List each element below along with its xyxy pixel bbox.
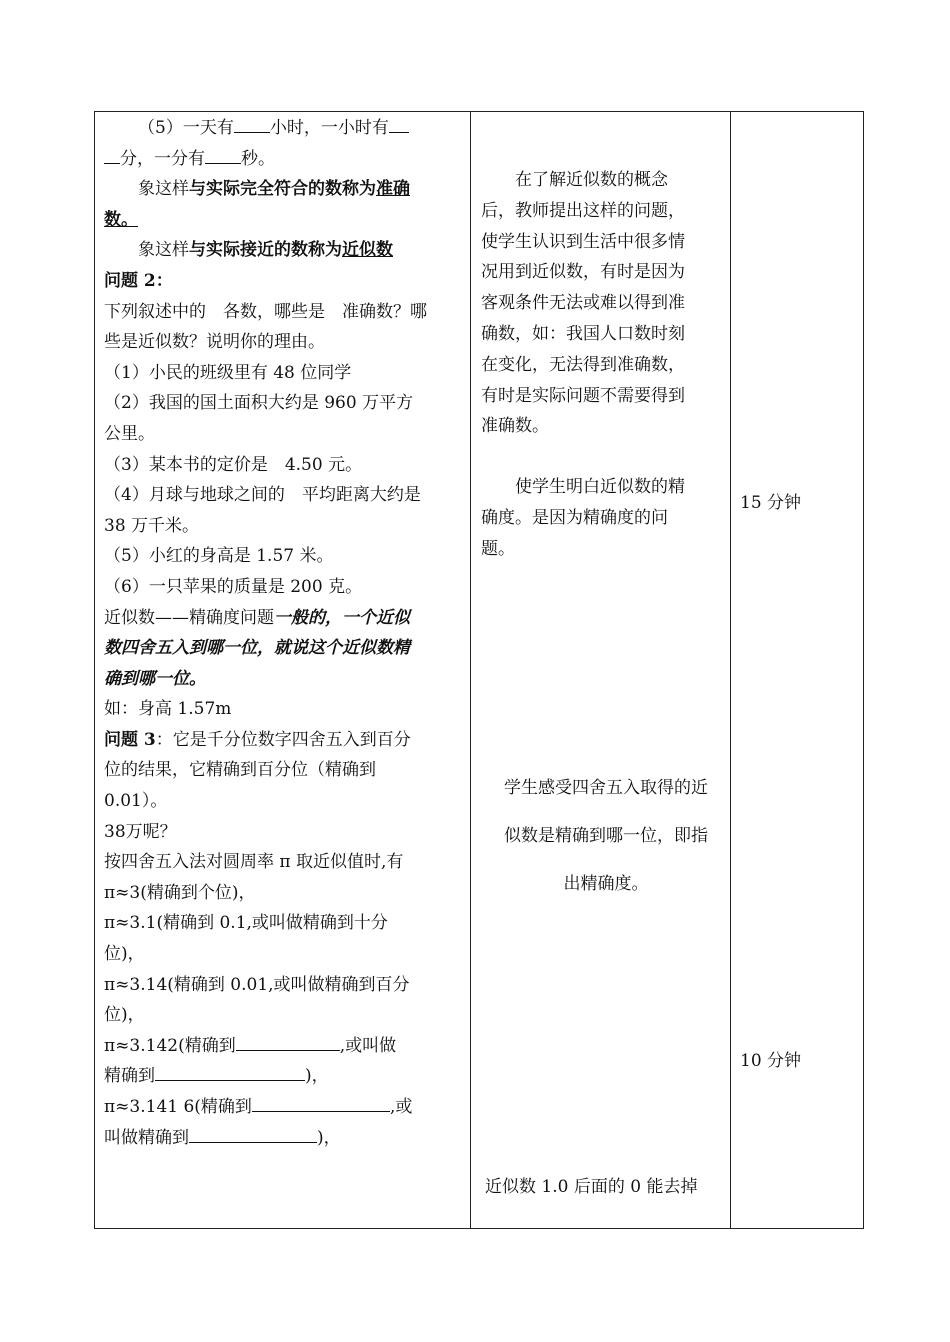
- notes-line: 似数是精确到哪一位，即指: [504, 826, 708, 846]
- notes-line: 客观条件无法或难以得到准: [481, 293, 685, 314]
- notes-line: 学生感受四舍五入取得的近: [504, 778, 708, 798]
- notes-line: 况用到近似数，有时是因为: [481, 262, 685, 283]
- notes-line: 使学生明白近似数的精: [515, 477, 685, 497]
- list-item: （4）月球与地球之间的 平均距离大约是: [104, 485, 421, 506]
- notes-line: 确数，如：我国人口数时刻: [481, 323, 685, 344]
- column-divider: [470, 112, 471, 1228]
- pi-approx-line: π≈3.141 6(精确到 ,或: [104, 1092, 464, 1123]
- text-line: 下列叙述中的 各数，哪些是 准确数？哪: [104, 301, 427, 322]
- pi-approx-line: 叫做精确到 )，: [104, 1123, 464, 1154]
- fill-blank: [104, 145, 120, 164]
- notes-paragraph-3: [475, 764, 737, 908]
- notes-line: 使学生认识到生活中很多情: [481, 231, 685, 252]
- question-3-line: 问题 3：它是千分位数字四舍五入到百分: [104, 729, 411, 750]
- notes-line: 准确数。: [481, 416, 549, 437]
- fill-blank: [236, 1032, 340, 1051]
- precision-definition-cont: 确到哪一位。: [104, 668, 206, 689]
- list-item: 公里。: [104, 423, 155, 444]
- list-item: （5）小红的身高是 1.57 米。: [104, 546, 334, 567]
- notes-line: 在了解近似数的概念: [515, 170, 668, 190]
- content-column: [104, 112, 464, 1153]
- question-2-title: 问题 2：: [104, 270, 173, 291]
- notes-paragraph-1: [481, 165, 731, 442]
- example-line: 如：身高 1.57m: [104, 699, 232, 720]
- list-item: （6）一只苹果的质量是 200 克。: [104, 576, 363, 597]
- pi-intro: 按四舍五入法对圆周率 π 取近似值时,有: [104, 852, 404, 873]
- exact-number-definition: 象这样与实际完全符合的数称为准确: [138, 179, 410, 200]
- notes-line: 题。: [481, 538, 515, 559]
- time-allocation: 15 分钟: [740, 493, 802, 513]
- lesson-table: [94, 111, 864, 1229]
- precision-definition-cont: 数四舍五入到哪一位，就说这个近似数精: [104, 638, 410, 659]
- list-item: （2）我国的国土面积大约是 960 万平方: [104, 393, 414, 414]
- text-line: （5）一天有 小时，一小时有: [104, 113, 464, 144]
- pi-approx-line: π≈3.14(精确到 0.01,或叫做精确到百分: [104, 974, 410, 995]
- notes-paragraph-2: [481, 472, 731, 564]
- list-item: 38 万千米。: [104, 515, 200, 536]
- pi-approx-line: π≈3(精确到个位)，: [104, 882, 256, 903]
- approx-number-definition: 象这样与实际接近的数称为近似数: [138, 240, 393, 261]
- pi-approx-line: π≈3.1(精确到 0.1,或叫做精确到十分: [104, 913, 388, 934]
- fill-blank: [252, 1093, 390, 1112]
- time-allocation: 10 分钟: [740, 1051, 802, 1071]
- fill-blank: [234, 114, 270, 133]
- notes-line: 出精确度。: [563, 874, 649, 894]
- pi-approx-line: 位)，: [104, 944, 145, 965]
- notes-paragraph-4: 近似数 1.0 后面的 0 能去掉: [485, 1177, 698, 1197]
- fill-blank: [205, 145, 241, 164]
- notes-line: 确度。是因为精确度的问: [481, 507, 668, 528]
- text-line: 位的结果，它精确到百分位（精确到: [104, 760, 376, 781]
- notes-line: 在变化，无法得到准确数，: [481, 354, 685, 375]
- fill-blank: [389, 114, 409, 133]
- text-line: 分，一分有 秒。: [104, 144, 464, 175]
- pi-approx-line: π≈3.142(精确到 ,或叫做: [104, 1031, 464, 1062]
- fill-blank: [155, 1062, 305, 1081]
- pi-approx-line: 精确到 )，: [104, 1061, 464, 1092]
- exact-number-definition-cont: 数。: [104, 209, 138, 230]
- fill-blank: [189, 1124, 317, 1143]
- text-line: 0.01）。: [104, 791, 168, 812]
- notes-line: 后，教师提出这样的问题，: [481, 200, 685, 221]
- list-item: （3）某本书的定价是 4.50 元。: [104, 454, 363, 475]
- notes-line: 有时是实际问题不需要得到: [481, 385, 685, 406]
- text-line: 些是近似数？说明你的理由。: [104, 332, 325, 353]
- pi-approx-line: 位)，: [104, 1005, 145, 1026]
- text-line: 38万呢？: [104, 821, 177, 842]
- precision-definition: 近似数——精确度问题一般的，一个近似: [104, 607, 410, 628]
- list-item: （1）小民的班级里有 48 位同学: [104, 362, 352, 383]
